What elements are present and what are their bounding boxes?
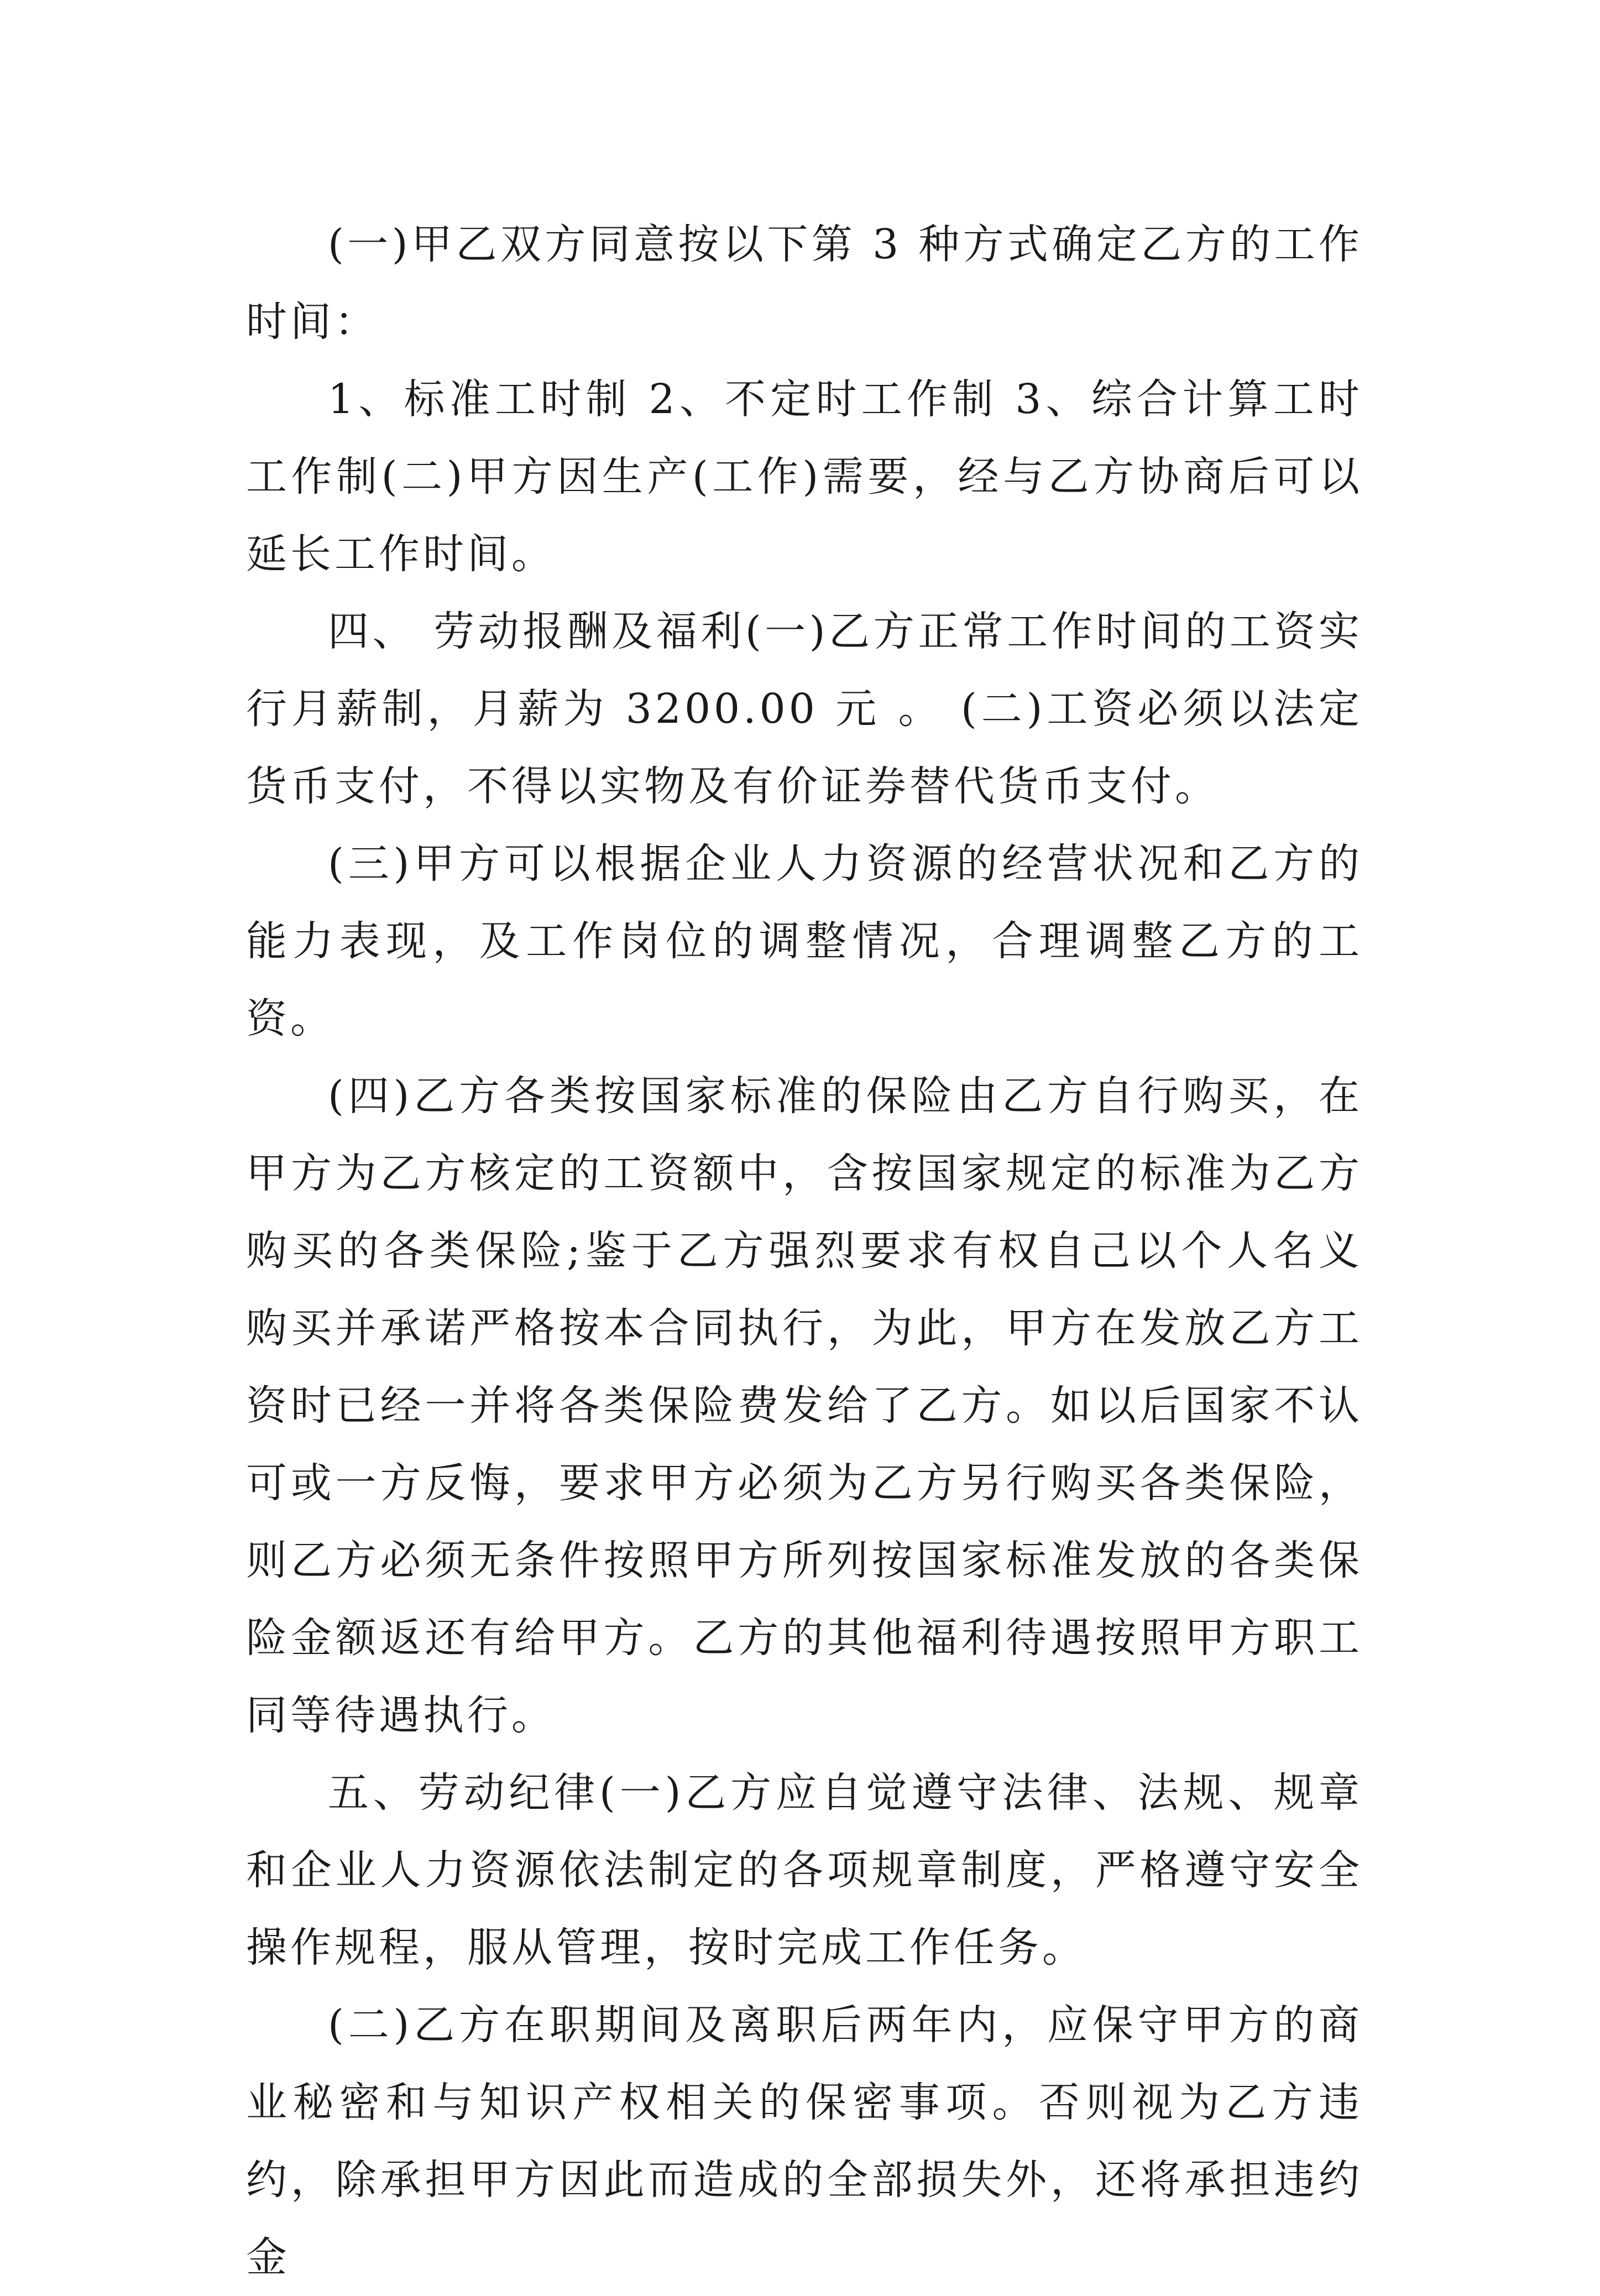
document-body <box>246 206 1363 2296</box>
paragraph-remuneration: 四、 劳动报酬及福利(一)乙方正常工作时间的工资实行月薪制，月薪为 3200.00 元 。 (二)工资必须以法定货币支付，不得以实物及有价证券替代货币支付。 <box>246 608 1363 810</box>
paragraph-confidentiality: (二)乙方在职期间及离职后两年内，应保守甲方的商业秘密和与知识产权相关的保密事项。否则视为乙方违约，除承担甲方因此而造成的全部损失外，还将承担违约金 <box>246 2001 1363 2281</box>
paragraph-salary-adjustment: (三)甲方可以根据企业人力资源的经营状况和乙方的能力表现，及工作岗位的调整情况，合理调整乙方的工资。 <box>246 840 1363 1042</box>
paragraph-work-hours: (一)甲乙双方同意按以下第 3 种方式确定乙方的工作时间： <box>246 221 1363 346</box>
paragraph-hour-systems: 1、标准工时制 2、不定时工作制 3、综合计算工时工作制(二)甲方因生产(工作)需要，经与乙方协商后可以延长工作时间。 <box>246 375 1363 578</box>
paragraph-insurance: (四)乙方各类按国家标准的保险由乙方自行购买，在甲方为乙方核定的工资额中，含按国家规定的标准为乙方购买的各类保险;鉴于乙方强烈要求有权自己以个人名义购买并承诺严格按本合同执行，为此，甲方在发放乙方工资时已经一并将各类保险费发给了乙方。如以后国家不认可或一方反悔，要求甲方必须为乙方另行购买各类保险，则乙方必须无条件按照甲方所列按国家标准发放的各类保险金额返还有给甲方。乙方的其他福利待遇按照甲方职工同等待遇执行。 <box>246 1072 1363 1739</box>
paragraph-labor-discipline: 五、劳动纪律(一)乙方应自觉遵守法律、法规、规章和企业人力资源依法制定的各项规章制度，严格遵守安全操作规程，服从管理，按时完成工作任务。 <box>246 1769 1363 1971</box>
